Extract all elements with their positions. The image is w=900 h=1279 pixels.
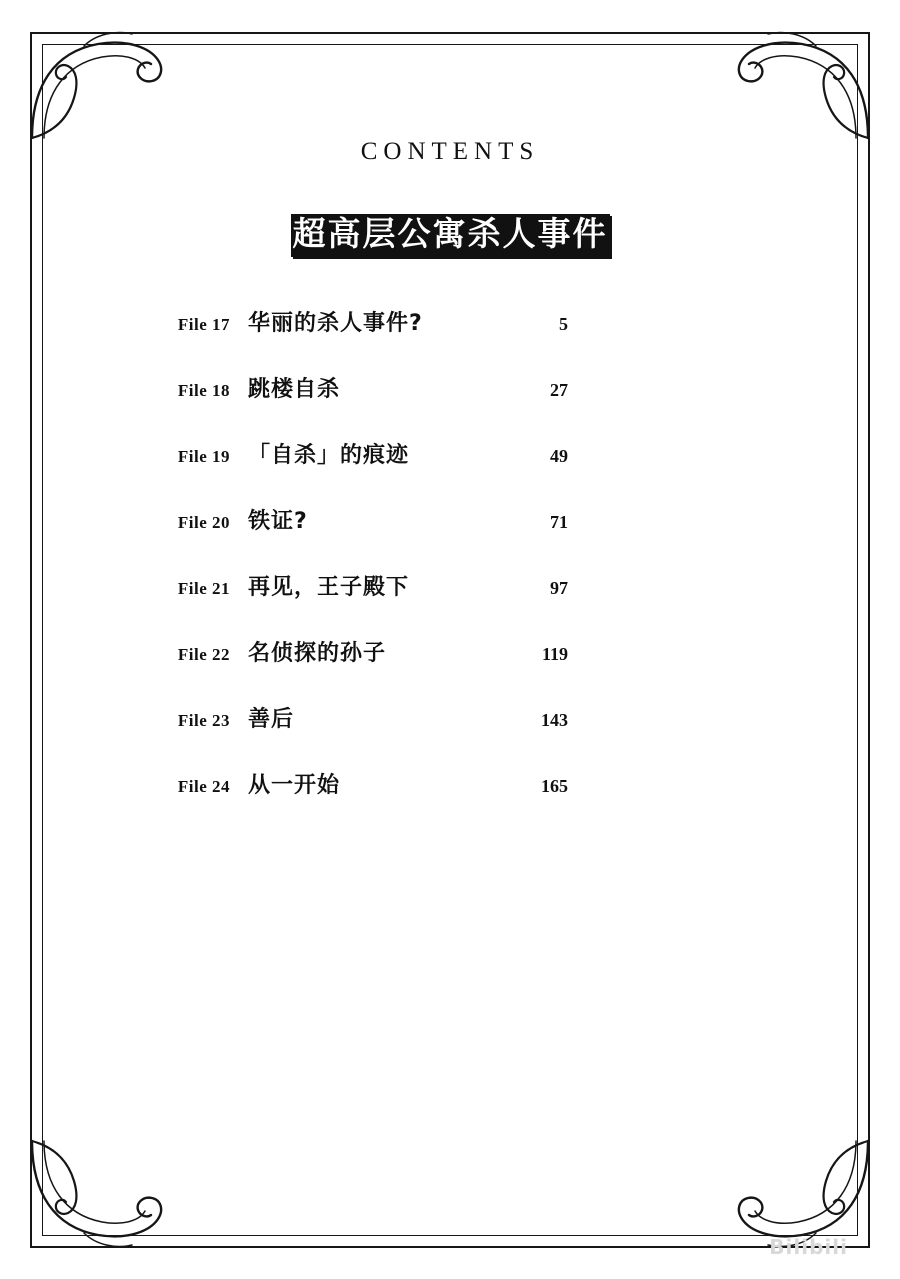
corner-ornament-bottom-left [24, 1133, 174, 1253]
toc-chapter-title: 名侦探的孙子 [248, 641, 387, 666]
toc-row[interactable] [0, 702, 900, 768]
toc-page-number: 49 [550, 446, 568, 466]
toc-row[interactable] [0, 636, 900, 702]
toc-page-number: 119 [541, 644, 568, 664]
toc-chapter-title: 铁证? [248, 509, 308, 534]
toc-page-number: 5 [559, 314, 568, 334]
toc-row[interactable] [0, 504, 900, 570]
page-title: CONTENTS [360, 138, 540, 165]
toc-row[interactable] [0, 306, 900, 372]
toc-row[interactable] [0, 570, 900, 636]
toc-chapter-title: 善后 [248, 707, 295, 732]
toc-file-label: File 24 [177, 777, 230, 796]
corner-ornament-top-right [726, 26, 876, 146]
toc-chapter-title: 跳楼自杀 [248, 377, 341, 402]
table-of-contents [0, 306, 900, 834]
toc-chapter-title: 再见，王子殿下 [248, 575, 410, 600]
toc-chapter-title: 「自杀」的痕迹 [248, 443, 410, 468]
toc-file-label: File 21 [177, 579, 230, 598]
corner-ornament-top-left [24, 26, 174, 146]
toc-file-label: File 22 [177, 645, 230, 664]
watermark: Bilibili [769, 1235, 848, 1259]
toc-file-label: File 20 [177, 513, 230, 532]
toc-chapter-title: 华丽的杀人事件? [248, 311, 423, 336]
toc-file-label: File 23 [177, 711, 230, 730]
toc-page-number: 97 [550, 578, 568, 598]
toc-file-label: File 18 [177, 381, 230, 400]
toc-file-label: File 17 [177, 315, 230, 334]
toc-file-label: File 19 [177, 447, 230, 466]
volume-title-container [0, 214, 900, 257]
toc-chapter-title: 从一开始 [248, 773, 341, 798]
toc-page-number: 143 [541, 710, 568, 730]
toc-row[interactable] [0, 438, 900, 504]
toc-page-number: 27 [550, 380, 568, 400]
toc-page-number: 165 [541, 776, 568, 796]
toc-row[interactable] [0, 768, 900, 834]
toc-row[interactable] [0, 372, 900, 438]
toc-page-number: 71 [550, 512, 568, 532]
volume-title: 超高层公寓杀人事件 [291, 214, 610, 257]
